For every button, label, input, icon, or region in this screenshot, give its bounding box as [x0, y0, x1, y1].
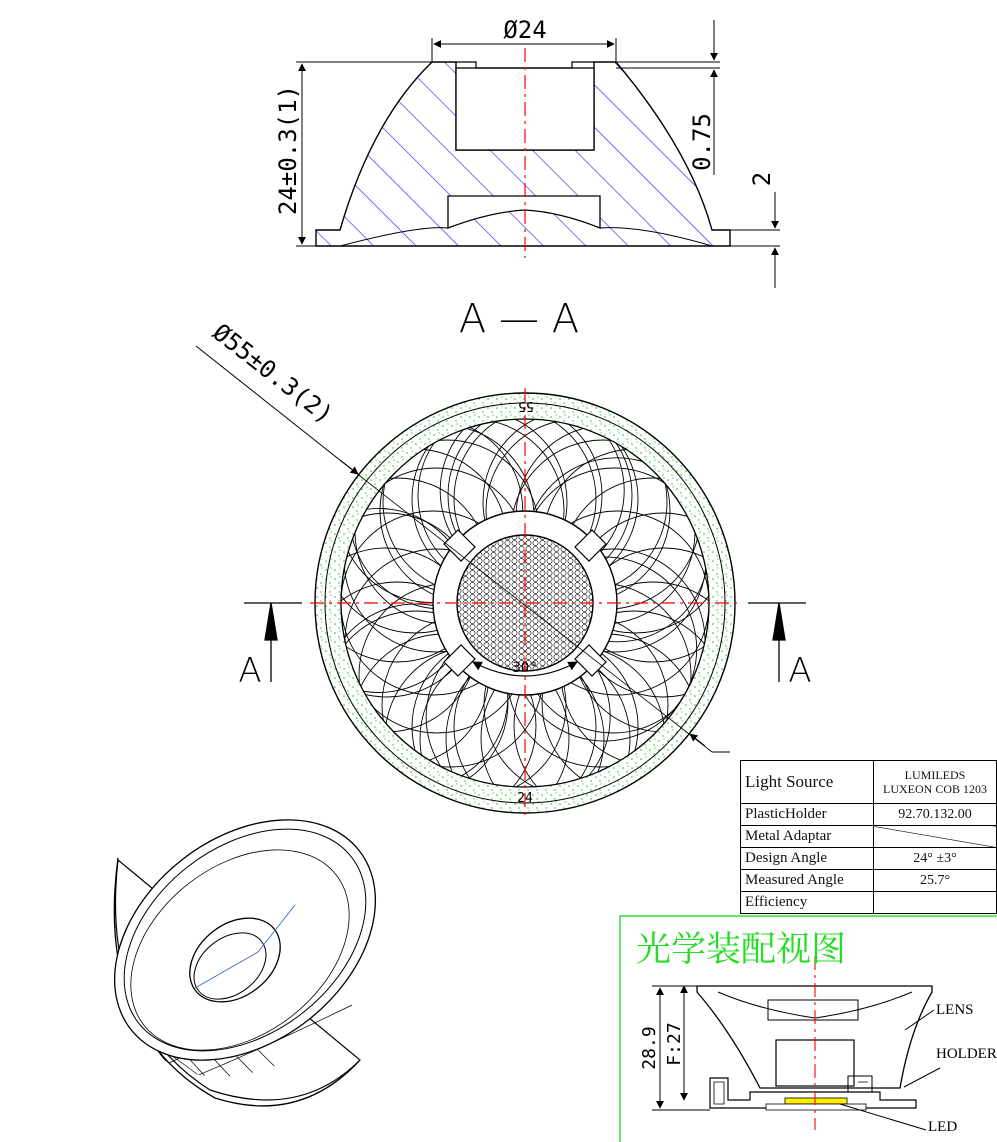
spec-row-efficiency: [741, 892, 997, 914]
dim-flange: 2: [748, 171, 776, 187]
spec-label: Light Source: [741, 761, 874, 804]
assembly-led: [785, 1098, 847, 1104]
spec-value: [874, 892, 997, 914]
spec-table: [740, 760, 997, 914]
section-label: A — A: [458, 296, 580, 342]
spec-value: 92.70.132.00: [874, 804, 997, 826]
dim-height: 24±0.3(1): [274, 84, 302, 216]
dim-focus: F:27: [664, 1022, 685, 1066]
spec-row-design-angle: [741, 848, 997, 870]
dim-total: 28.9: [639, 1026, 660, 1070]
spec-row-plastic-holder: [741, 804, 997, 826]
label-holder: HOLDER: [936, 1046, 997, 1062]
section-mark-right: A: [788, 651, 812, 691]
spec-value-line1: LUMILEDS: [904, 768, 966, 782]
section-view: [274, 16, 780, 342]
spec-label: Metal Adaptar: [741, 826, 874, 848]
label-bottom: 24: [517, 791, 533, 806]
label-lens: LENS: [936, 1002, 974, 1018]
spec-value: [874, 826, 997, 848]
dim-diameter-top: Ø24: [503, 16, 547, 44]
spec-row-metal-adaptar: [741, 826, 997, 848]
label-led: LED: [928, 1119, 958, 1135]
dim-diameter-outer: Ø55±0.3(2): [207, 318, 339, 430]
section-mark-left: A: [238, 651, 262, 691]
isometric-view: [68, 770, 422, 1118]
spec-row-measured-angle: [741, 870, 997, 892]
spec-label: Measured Angle: [741, 870, 874, 892]
spec-value-line2: LUXEON COB 1203: [883, 782, 987, 796]
spec-label: Design Angle: [741, 848, 874, 870]
spec-row-light-source: [741, 761, 997, 804]
spec-value: 25.7°: [874, 870, 997, 892]
spec-value: [874, 761, 997, 804]
label-angle: 30°: [512, 660, 538, 676]
assembly-title: 光学装配视图: [636, 930, 847, 970]
spec-label: PlasticHolder: [741, 804, 874, 826]
label-top: 55: [518, 398, 534, 413]
spec-label: Efficiency: [741, 892, 874, 914]
front-view: [196, 318, 812, 891]
dim-step: 0.75: [688, 113, 716, 171]
spec-value: 24° ±3°: [874, 848, 997, 870]
